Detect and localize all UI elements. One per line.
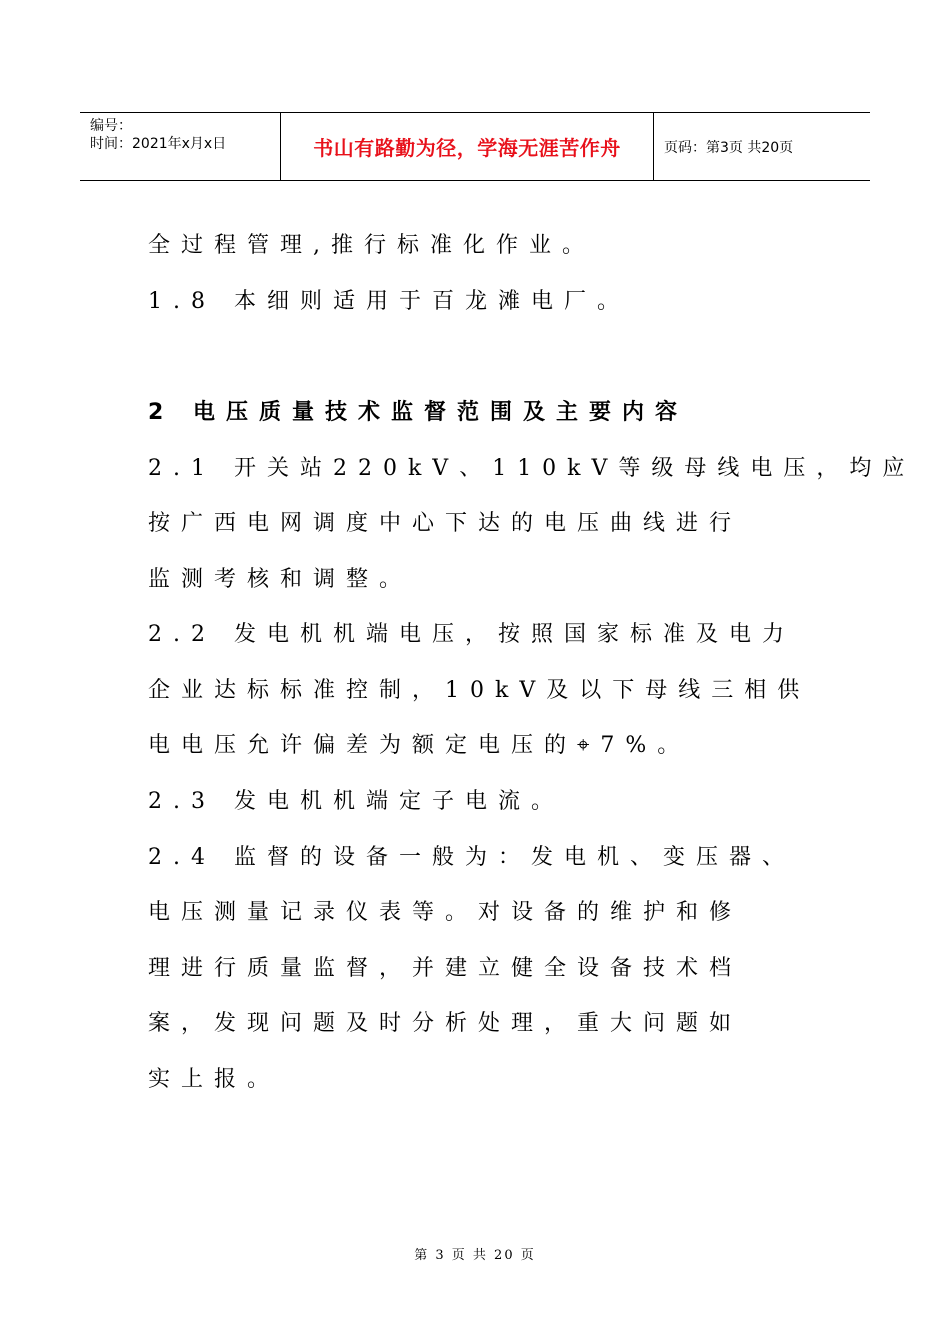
body-line: 理进行质量监督，并建立健全设备技术档: [148, 956, 743, 981]
header-meta: [80, 113, 281, 180]
body-line: 1.8 本细则适用于百龙滩电厂。: [148, 289, 630, 314]
body-line: 按广西电网调度中心下达的电压曲线进行: [148, 511, 743, 536]
body-line: 监测考核和调整。: [148, 567, 413, 592]
section-heading: 2 电压质量技术监督范围及主要内容: [148, 400, 688, 425]
body-line: 2.2 发电机机端电压，按照国家标准及电力: [148, 622, 795, 647]
header-motto: 书山有路勤为径，学海无涯苦作舟: [281, 113, 654, 180]
body-line: 实上报。: [148, 1067, 281, 1092]
body-line: 全过程管理,推行标准化作业。: [148, 233, 595, 258]
body-line: 2.1 开关站220kV、110kV等级母线电压，均应: [148, 456, 916, 481]
header-page-number: 页码：第3页 共20页: [664, 139, 794, 156]
date-label: 时间：2021年x月x日: [90, 136, 227, 152]
page-footer: 第 3 页 共 20 页: [414, 1248, 536, 1263]
body-line: 2.4 监督的设备一般为：发电机、变压器、: [148, 845, 795, 870]
body-line: 电电压允许偏差为额定电压的⌖7%。: [148, 733, 691, 758]
body-line: 2.3 发电机机端定子电流。: [148, 789, 564, 814]
code-label: 编号：: [90, 118, 132, 134]
body-line: 企业达标标准控制，10kV及以下母线三相供: [148, 678, 811, 703]
body-line: 电压测量记录仪表等。对设备的维护和修: [148, 900, 743, 925]
document-header: [80, 112, 870, 181]
body-line: 案，发现问题及时分析处理，重大问题如: [148, 1011, 743, 1036]
